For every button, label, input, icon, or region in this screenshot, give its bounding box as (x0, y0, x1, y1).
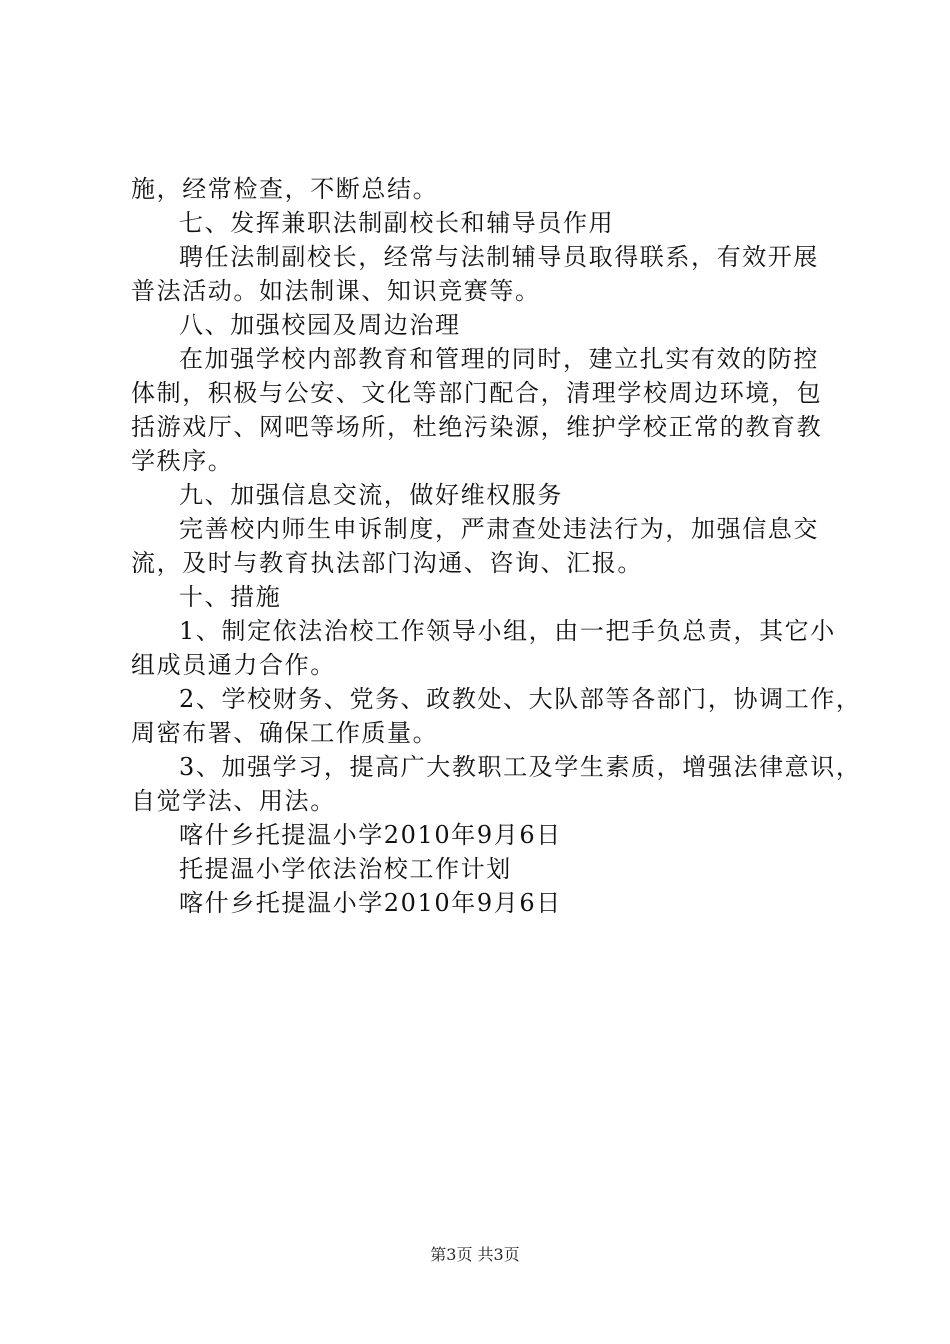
paragraph-line: 学秩序。 (131, 447, 234, 475)
paragraph-line: 聘任法制副校长，经常与法制辅导员取得联系，有效开展 (179, 243, 819, 271)
document-title-line: 托提温小学依法治校工作计划 (179, 855, 512, 883)
paragraph-line: 体制，积极与公安、文化等部门配合，清理学校周边环境，包 (131, 379, 823, 407)
paragraph-line: 周密布署、确保工作质量。 (131, 719, 439, 747)
list-item-1: 1、制定依法治校工作领导小组，由一把手负总责，其它小 (179, 617, 836, 645)
signature-line: 喀什乡托提温小学2010年9月6日 (179, 821, 562, 849)
paragraph-line: 普法活动。如法制课、知识竞赛等。 (131, 277, 541, 305)
paragraph-line: 组成员通力合作。 (131, 651, 336, 679)
section-heading-9: 九、加强信息交流，做好维权服务 (179, 481, 563, 509)
paragraph-line: 自觉学法、用法。 (131, 787, 336, 815)
paragraph-line: 完善校内师生申诉制度，严肃查处违法行为，加强信息交 (179, 515, 819, 543)
paragraph-line: 括游戏厅、网吧等场所，杜绝污染源，维护学校正常的教育教 (131, 413, 823, 441)
paragraph-line: 施，经常检查，不断总结。 (131, 175, 439, 203)
paragraph-line: 在加强学校内部教育和管理的同时，建立扎实有效的防控 (179, 345, 819, 373)
section-heading-8: 八、加强校园及周边治理 (179, 311, 461, 339)
signature-line: 喀什乡托提温小学2010年9月6日 (179, 889, 562, 917)
section-heading-10: 十、措施 (179, 583, 282, 611)
list-item-2: 2、学校财务、党务、政教处、大队部等各部门，协调工作， (179, 685, 862, 713)
list-item-3: 3、加强学习，提高广大教职工及学生素质，增强法律意识， (179, 753, 862, 781)
paragraph-line: 流，及时与教育执法部门沟通、咨询、汇报。 (131, 549, 643, 577)
page-footer: 第3页 共3页 (430, 1245, 520, 1264)
section-heading-7: 七、发挥兼职法制副校长和辅导员作用 (179, 209, 615, 237)
